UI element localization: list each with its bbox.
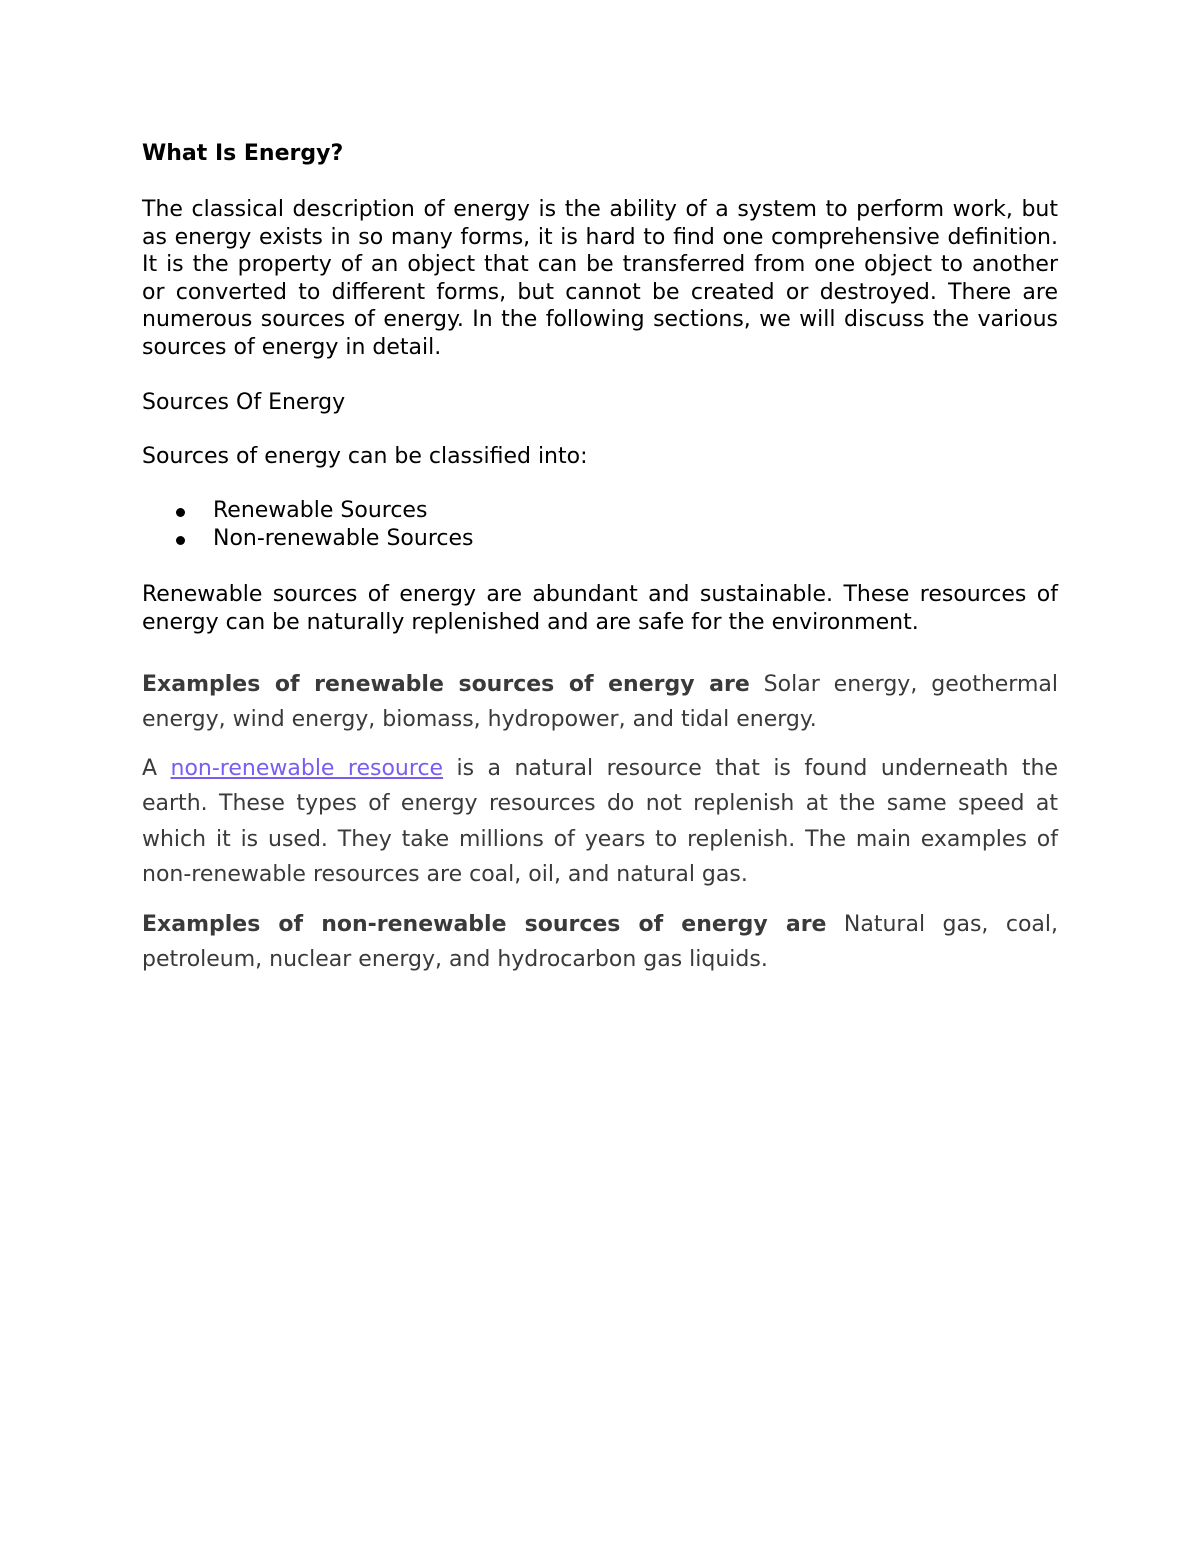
nonrenewable-description	[142, 751, 1058, 893]
bullet-icon	[176, 536, 185, 545]
nonrenewable-suffix: is a natural resource that is found underneath the earth. These types of energy resources do not replenish at the same speed at which it is used. They take millions of years to replenish. The main examples of non-renewable resources are coal, oil, and natural gas.	[142, 756, 1058, 888]
renewable-examples-text: Solar energy, geothermal energy, wind energy, biomass, hydropower, and tidal energy.	[142, 672, 1058, 733]
section-heading: Sources Of Energy	[142, 390, 346, 415]
nonrenewable-examples-text: Natural gas, coal, petroleum, nuclear energy, and hydrocarbon gas liquids.	[142, 912, 1058, 973]
nonrenewable-examples-lead: Examples of non-renewable sources of energy are	[142, 912, 827, 937]
renewable-examples-lead: Examples of renewable sources of energy are	[142, 672, 750, 697]
list-item	[142, 525, 473, 553]
sources-list	[142, 497, 473, 553]
document-title: What Is Energy?	[142, 141, 344, 166]
list-item-label: Non-renewable Sources	[213, 526, 474, 551]
renewable-examples-paragraph	[142, 667, 1058, 738]
renewable-description: Renewable sources of energy are abundant and sustainable. These resources of energy can be naturally replenished and are safe for the environment.	[142, 582, 1058, 635]
nonrenewable-prefix: A	[142, 756, 171, 781]
classified-intro: Sources of energy can be classified into:	[142, 444, 588, 469]
list-item-label: Renewable Sources	[213, 498, 428, 523]
bullet-icon	[176, 508, 185, 517]
nonrenewable-examples-paragraph	[142, 907, 1058, 978]
non-renewable-resource-link[interactable]: non-renewable resource	[170, 756, 444, 781]
list-item	[142, 497, 473, 525]
intro-paragraph: The classical description of energy is the ability of a system to perform work, but as energy exists in so many forms, it is hard to find one comprehensive definition. It is the property of an object that can be transferred from one object to another or converted to different forms, but cannot be created or destroyed. There are numerous sources of energy. In the following sections, we will discuss the various sources of energy in detail.	[142, 197, 1058, 360]
